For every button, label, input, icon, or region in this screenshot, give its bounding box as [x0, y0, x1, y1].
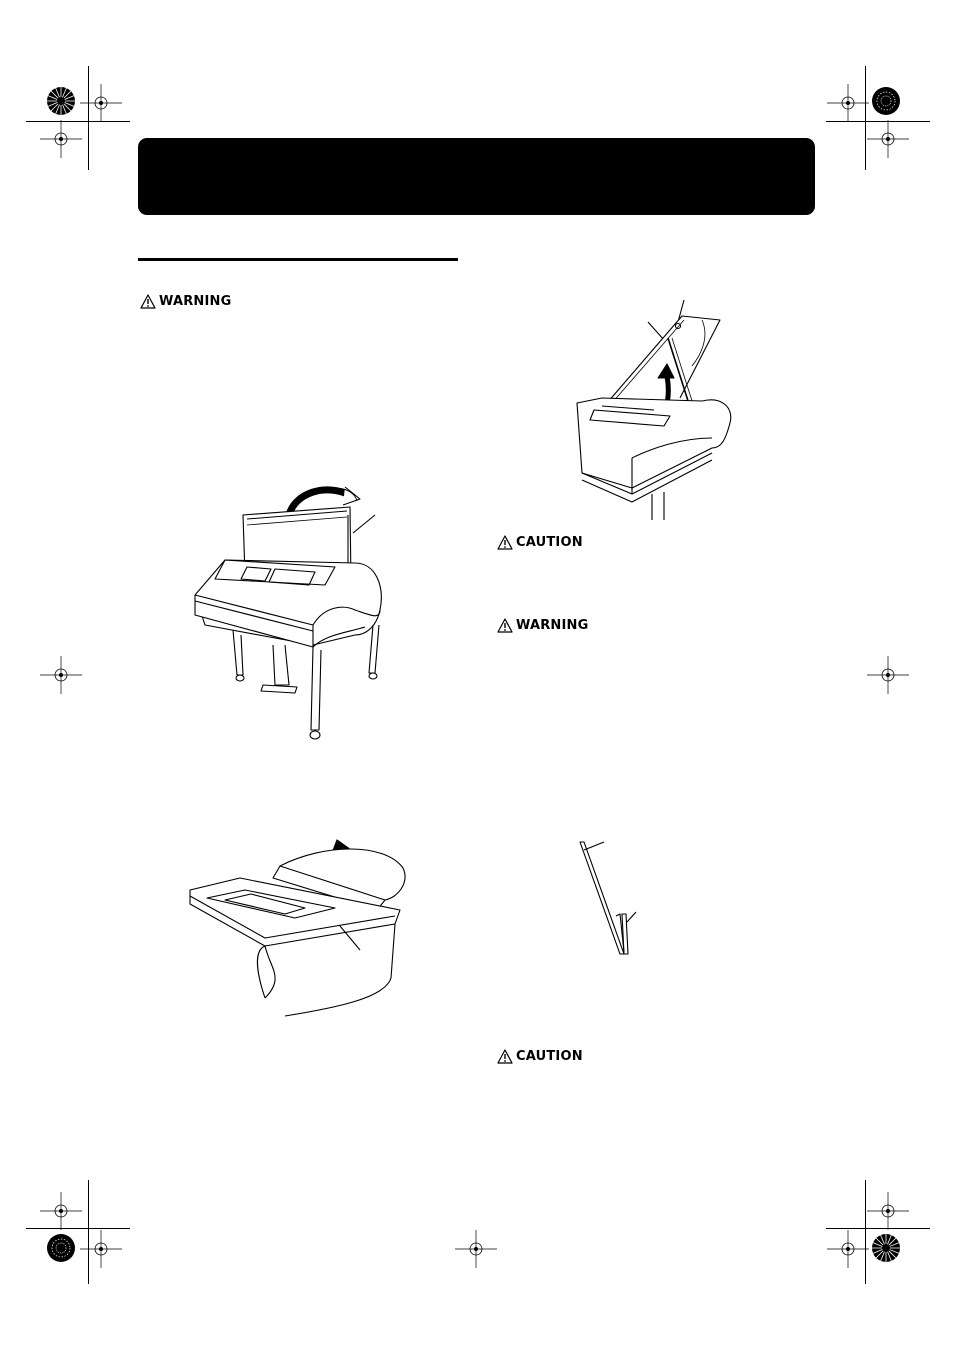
crosshair-registration-mark	[867, 656, 909, 694]
crop-line	[826, 1228, 930, 1229]
crop-line	[865, 66, 866, 170]
crosshair-registration-mark	[827, 1230, 869, 1268]
caution-notice	[497, 533, 583, 551]
sunburst-mark-bottom-right	[871, 1233, 901, 1263]
sunburst-mark-bottom-left	[46, 1233, 76, 1263]
warning-notice	[140, 292, 232, 310]
caution-label: CAUTION	[516, 1048, 583, 1064]
keyboard-lid-open-illustration	[185, 838, 415, 1023]
crosshair-registration-mark	[40, 1192, 82, 1230]
crosshair-registration-mark	[867, 1192, 909, 1230]
caution-label: CAUTION	[516, 534, 583, 550]
warning-label: WARNING	[159, 293, 232, 309]
crop-line	[88, 1180, 89, 1284]
sunburst-mark-top-left	[46, 86, 76, 116]
warning-label: WARNING	[516, 617, 589, 633]
caution-notice	[497, 1047, 583, 1065]
crop-line	[88, 66, 89, 170]
crosshair-registration-mark	[40, 120, 82, 158]
crop-line	[865, 1180, 866, 1284]
sunburst-mark-top-right	[871, 86, 901, 116]
crosshair-registration-mark	[40, 656, 82, 694]
warning-triangle-icon	[497, 1049, 513, 1064]
crop-line	[26, 121, 130, 122]
warning-notice	[497, 616, 589, 634]
crop-line	[826, 121, 930, 122]
chapter-header-bar	[138, 138, 815, 215]
section-rule	[138, 258, 458, 261]
warning-triangle-icon	[497, 618, 513, 633]
warning-triangle-icon	[140, 294, 156, 309]
crosshair-registration-mark	[867, 120, 909, 158]
crop-line	[26, 1228, 130, 1229]
warning-triangle-icon	[497, 535, 513, 550]
crosshair-registration-mark	[455, 1230, 497, 1268]
crosshair-registration-mark	[827, 84, 869, 122]
crosshair-registration-mark	[80, 1230, 122, 1268]
piano-music-rest-illustration	[185, 475, 395, 745]
crosshair-registration-mark	[80, 84, 122, 122]
lid-prop-detail-illustration	[572, 838, 642, 958]
piano-lid-open-illustration	[572, 298, 737, 523]
